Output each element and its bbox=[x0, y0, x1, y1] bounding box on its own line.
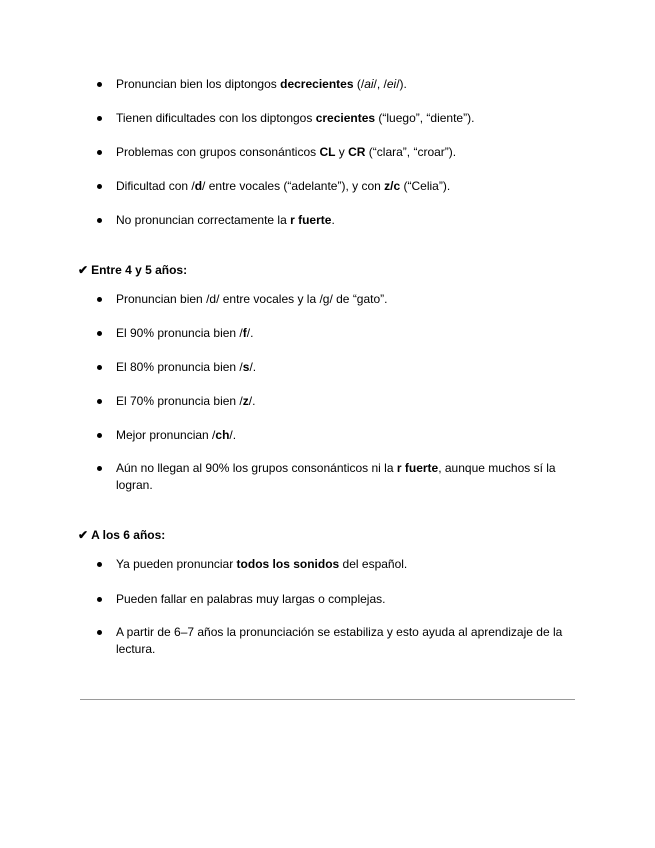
bullet-icon bbox=[97, 331, 102, 336]
bullet-icon bbox=[97, 82, 102, 87]
section-heading: ✔ A los 6 años: bbox=[78, 528, 166, 542]
checkmark-icon: ✔ bbox=[78, 528, 89, 542]
bullet-icon bbox=[97, 433, 102, 438]
bullet-icon bbox=[97, 597, 102, 602]
document-page: Pronuncian bien los diptongos decrecientes (/ai/, /ei/). Tienen dificultades con los diptongos crecientes (“luego”, “diente”). Problemas con grupos consonánticos CL y CR (“clara”, “croar”). Dificultad con /d/ entre vocales (“adelante”), y con z/c (“Celia”). No pronuncian correctamente la r fuerte. ✔ Entre 4 y 5 años: Pronuncian bien /d/ entre vocales y la /g/ de “gato”. El 90% pronuncia bien /f/. El 80% pronuncia bien /s/. El 70% pronuncia bien /z/. Mejor pronuncian /ch/. Aún no llegan al 90% los grupos consonánticos ni la r fuerte, aunque muchos sí la logran. ✔ A los 6 años: Ya pueden pronunciar todos los sonidos del español. Pueden fallar en palabras muy largas o complejas. A partir de 6–7 años la pronunciación se estabiliza y esto ayuda al aprendizaje de la lectura. bbox=[0, 0, 655, 848]
bullet-icon bbox=[97, 116, 102, 121]
bullet-icon bbox=[97, 184, 102, 189]
section-heading: ✔ Entre 4 y 5 años: bbox=[78, 263, 188, 277]
bullet-icon bbox=[97, 562, 102, 567]
horizontal-rule bbox=[80, 699, 575, 700]
bullet-icon bbox=[97, 399, 102, 404]
bullet-icon bbox=[97, 466, 102, 471]
bullet-icon bbox=[97, 297, 102, 302]
bullet-icon bbox=[97, 365, 102, 370]
bullet-icon bbox=[97, 150, 102, 155]
bullet-icon bbox=[97, 630, 102, 635]
bullet-icon bbox=[97, 218, 102, 223]
checkmark-icon: ✔ bbox=[78, 263, 89, 277]
